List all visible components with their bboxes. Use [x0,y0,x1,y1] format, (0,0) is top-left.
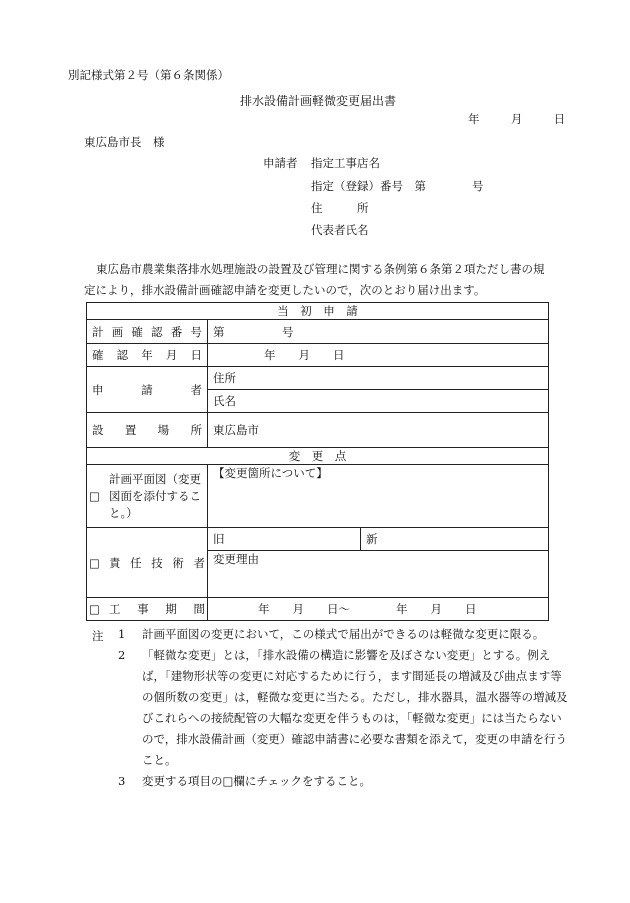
engineer-cell[interactable] [87,528,208,598]
note-text: 変更する項目の□欄にチェックをすること。 [142,774,372,788]
document-title: 排水設備計画軽微変更届出書 [240,94,397,108]
period-value: 年 月 日〜 年 月 日 [208,598,549,621]
applicant-label: 申請者 [263,156,298,170]
applicant-address-field: 住所 [208,367,549,390]
applicant-name-field: 氏名 [208,390,549,413]
note-item [118,624,572,645]
addressee: 東広島市長 様 [84,135,165,149]
engineer-checkbox[interactable]: □ [89,555,100,570]
body-line-1: 東広島市農業集落排水処理施設の設置及び管理に関する条例第６条第２項ただし書の規 [96,262,545,276]
date-line [468,111,565,127]
note-text: 計画平面図の変更において，この様式で届出ができるのは軽微な変更に限る。 [142,627,545,641]
period-label: 工事期間 [109,602,205,616]
confirm-date-value: 年 月 日 [208,344,549,367]
change-reason-field: 変更理由 [208,551,549,598]
plan-change-cell[interactable] [87,465,208,528]
registration-number: 指定（登録）番号 第 号 [311,179,484,193]
application-table [86,302,549,621]
engineer-label: 責任技術者 [109,555,205,570]
plan-number-value: 第 号 [208,320,549,344]
body-line-2: 定により，排水設備計画確認申請を変更したいので，次のとおり届け出ます。 [84,283,486,297]
date-day: 日 [553,112,566,126]
note-text: 「軽微な変更」とは，「排水設備の構造に影響を及ぼさない変更」とする。例えば，「建物形状等の変更に対応するために行う，ます間延長の増減及び曲点ます等の個所数の変更」は，軽微な変更に当たる。ただし，排水器具，温水器等の増減及びこれらへの接続配管の大幅な変更を伴うものは，「軽微な変更」には当たらないので，排水設備計画（変更）確認申請書に必要な書類を添えて，変更の申請を行うこと。 [142,648,568,767]
note-item [118,645,572,771]
engineer-new-field: 新 [361,528,549,551]
plan-change-note: 【変更箇所について】 [208,465,549,528]
period-checkbox[interactable]: □ [89,602,100,616]
section-changes-header: 変 更 点 [87,448,549,465]
confirm-date-label: 確認年月日 [87,344,208,367]
section-original-header: 当 初 申 請 [87,303,549,320]
applicant-address: 住 所 [311,201,369,215]
plan-change-checkbox[interactable]: □ [89,488,100,503]
note-number: 2 [118,648,126,662]
period-cell[interactable] [87,598,208,621]
engineer-old-field: 旧 [208,528,361,551]
note-number: 1 [118,627,126,641]
applicant-row-label: 申請者 [87,367,208,413]
location-label: 設置場所 [87,413,208,448]
notes-prefix: 注 [92,629,104,643]
notes-list [118,624,572,792]
date-month: 月 [510,112,523,126]
contractor-name: 指定工事店名 [311,156,380,170]
form-label: 別記様式第２号（第６条関係） [68,68,229,82]
plan-change-label: 計画平面図（変更図面を添付すること。） [109,471,201,520]
location-value: 東広島市 [208,413,549,448]
plan-number-label: 計画確認番号 [87,320,208,344]
body-paragraph [84,259,554,301]
note-item [118,771,572,792]
date-year: 年 [468,112,480,126]
representative-name: 代表者氏名 [311,223,369,237]
note-number: 3 [118,774,126,788]
